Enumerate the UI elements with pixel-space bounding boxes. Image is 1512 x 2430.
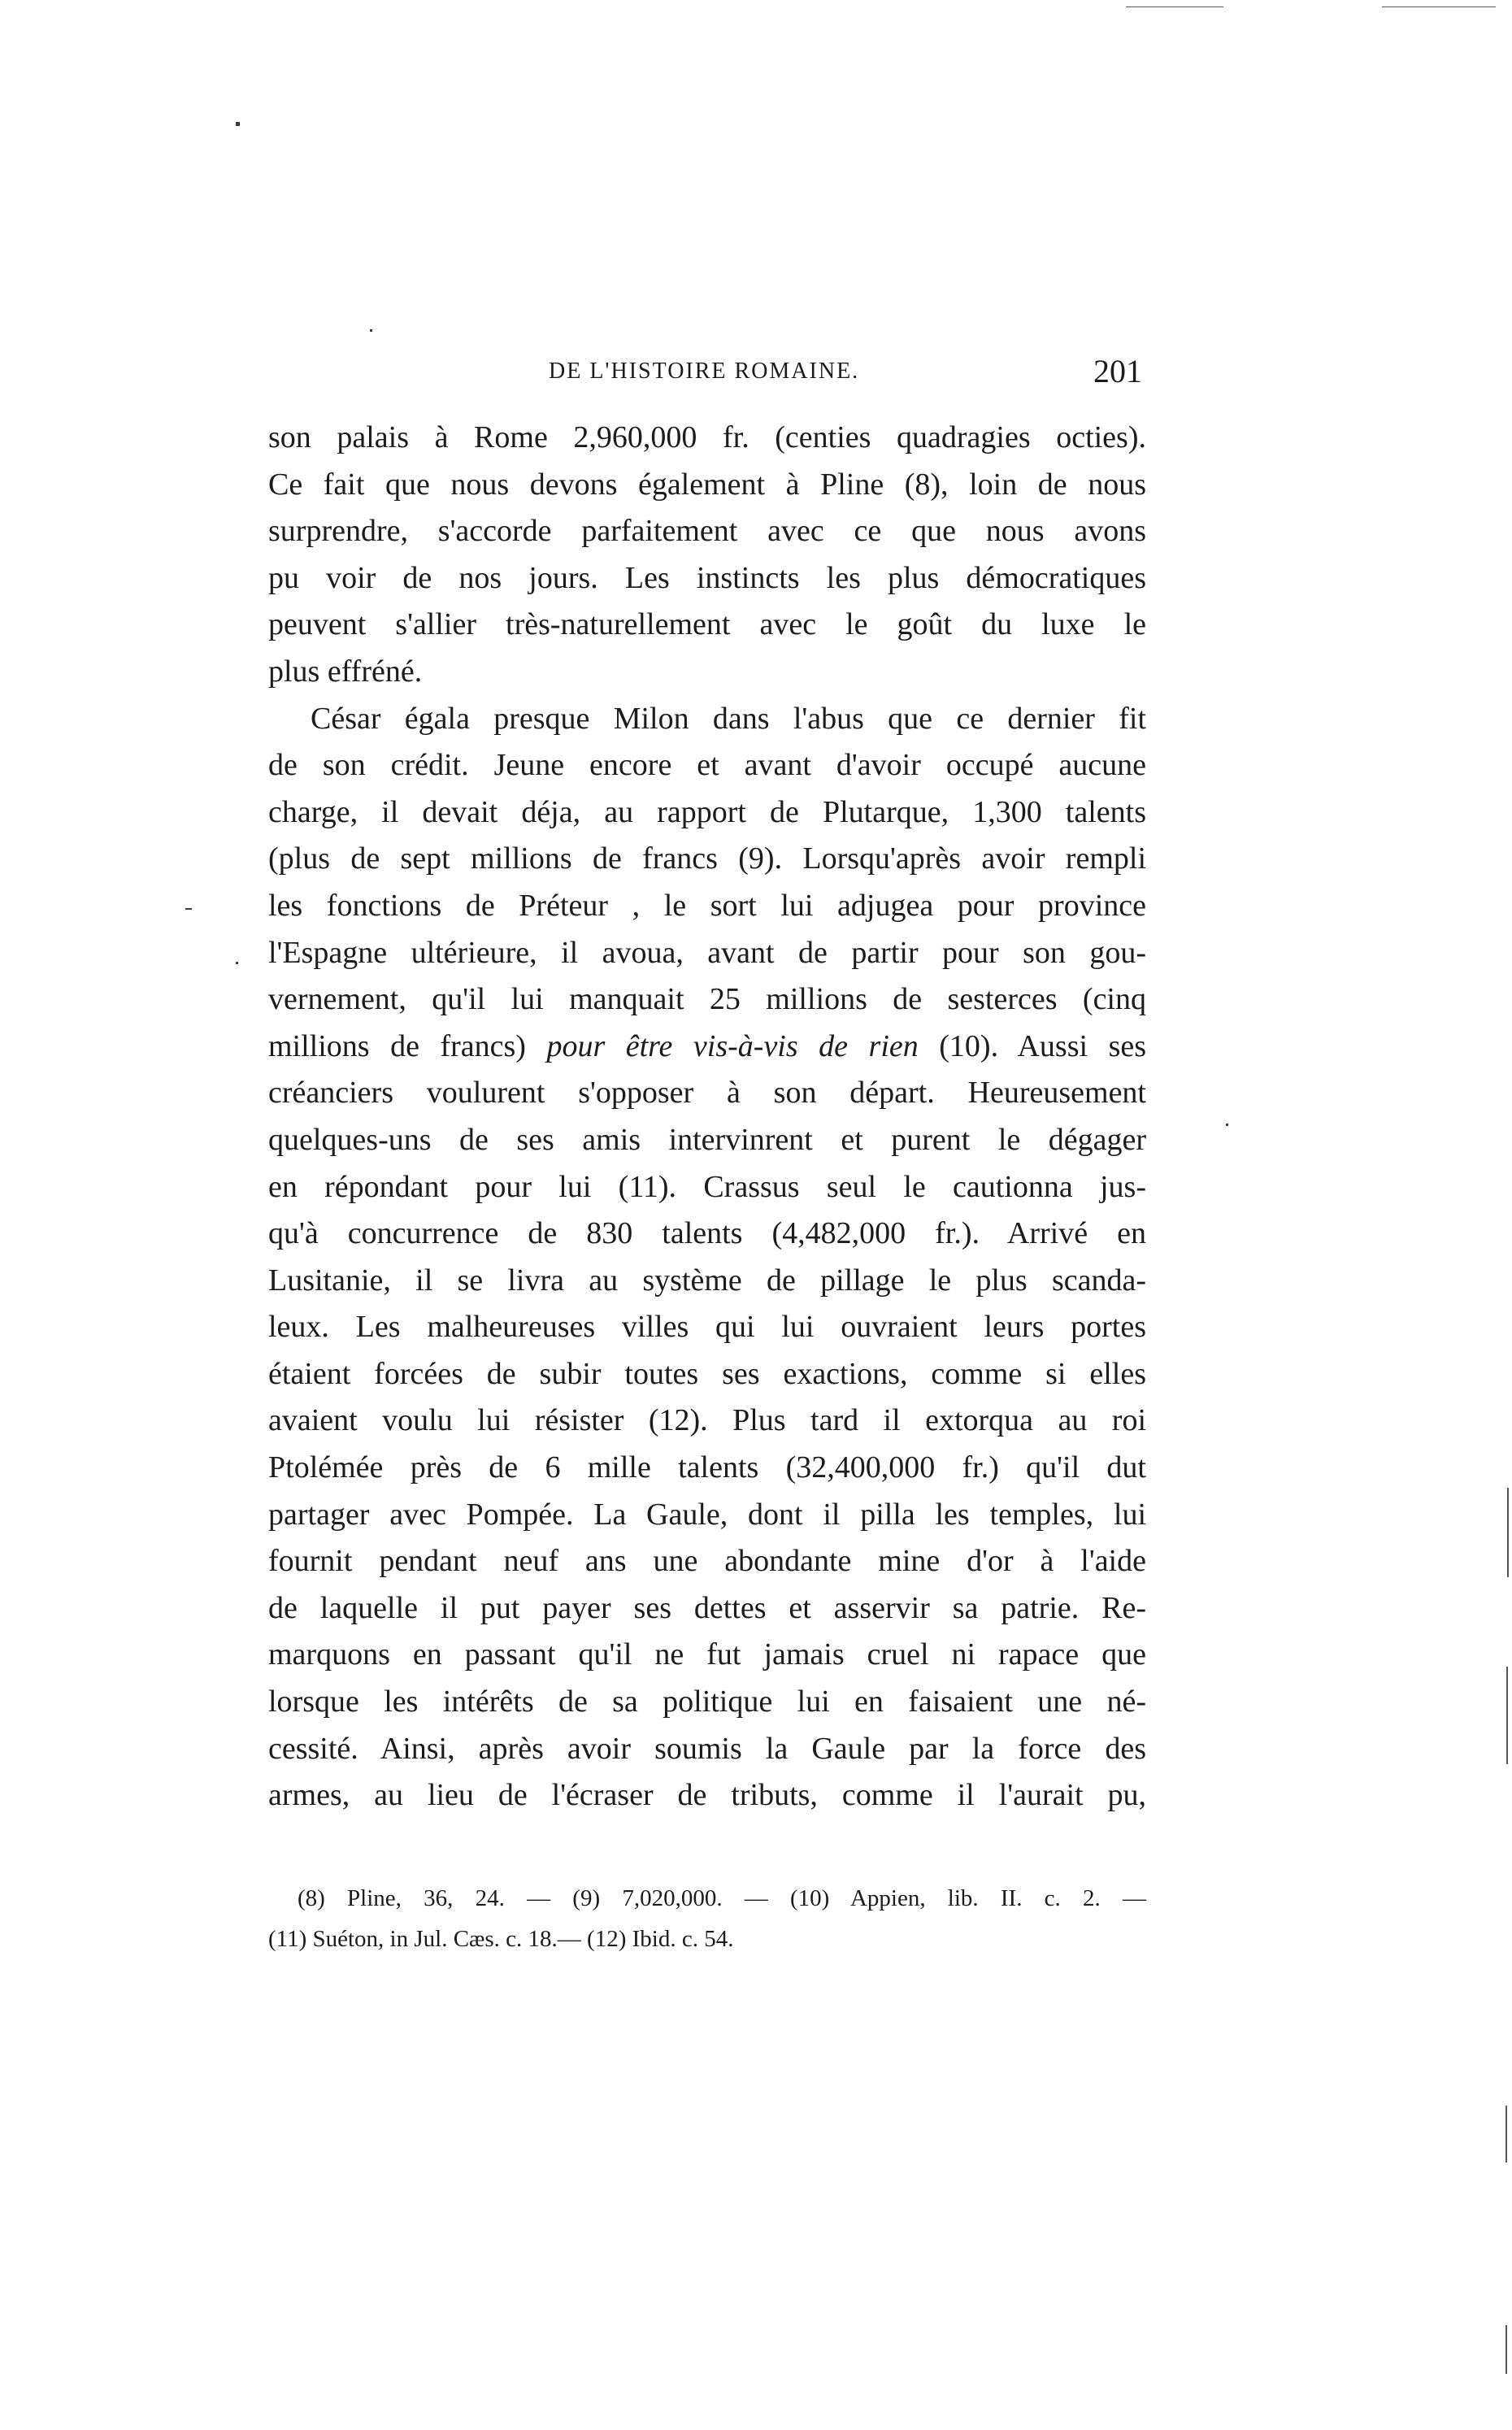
text-line: armes, au lieu de l'écraser de tributs, comme il l'aurait pu, xyxy=(268,1778,1146,1813)
scan-speck xyxy=(1226,1124,1228,1126)
text-line: leux. Les malheureuses villes qui lui ouvraient leurs portes xyxy=(268,1310,1146,1345)
body-text xyxy=(268,415,1146,1819)
italic-phrase: pour être vis-à-vis de rien xyxy=(546,1028,919,1063)
scan-edge-mark xyxy=(1506,1667,1508,1764)
text-line: César égala presque Milon dans l'abus que ce dernier fit xyxy=(311,701,1146,736)
footnotes xyxy=(268,1878,1146,1959)
scan-edge-mark xyxy=(1505,2106,1507,2163)
text-line: lorsque les intérêts de sa politique lui en faisaient une né- xyxy=(268,1684,1146,1719)
text-line-with-italic xyxy=(268,1024,1146,1071)
text-line: de laquelle il put payer ses dettes et asservir sa patrie. Re- xyxy=(268,1590,1146,1625)
text-line: créanciers voulurent s'opposer à son départ. Heureusement xyxy=(268,1076,1146,1111)
text-line: charge, il devait déja, au rapport de Plutarque, 1,300 talents xyxy=(268,794,1146,829)
text-line: les fonctions de Préteur , le sort lui adjugea pour province xyxy=(268,888,1146,923)
text-line: peuvent s'allier très-naturellement avec le goût du luxe le xyxy=(268,607,1146,642)
scan-edge-mark xyxy=(1507,1488,1509,1577)
scan-speck xyxy=(236,122,240,126)
running-title: DE L'HISTOIRE ROMAINE. xyxy=(549,359,860,384)
text-line: qu'à concurrence de 830 talents (4,482,000 fr.). Arrivé en xyxy=(268,1216,1146,1251)
page-number: 201 xyxy=(1093,353,1142,389)
text-segment: (10). Aussi ses xyxy=(939,1028,1147,1063)
text-line: l'Espagne ultérieure, il avoua, avant de partir pour son gou- xyxy=(268,935,1146,970)
text-line: Ce fait que nous devons également à Pline (8), loin de nous xyxy=(268,467,1146,502)
text-line: marquons en passant qu'il ne fut jamais cruel ni rapace que xyxy=(268,1637,1146,1672)
text-line: étaient forcées de subir toutes ses exactions, comme si elles xyxy=(268,1356,1146,1391)
page-header xyxy=(264,352,1142,401)
text-line: en répondant pour lui (11). Crassus seul le cautionna jus- xyxy=(268,1169,1146,1204)
text-segment: millions de francs) xyxy=(268,1028,526,1063)
scan-speck xyxy=(185,908,192,910)
text-line: de son crédit. Jeune encore et avant d'avoir occupé aucune xyxy=(268,748,1146,783)
footnote-line: (8) Pline, 36, 24. — (9) 7,020,000. — (10) Appien, lib. II. c. 2. — xyxy=(298,1885,1146,1911)
scan-speck xyxy=(236,962,238,964)
text-line: avaient voulu lui résister (12). Plus tard il extorqua au roi xyxy=(268,1403,1146,1438)
text-line: plus effréné. xyxy=(268,654,423,689)
text-line: Lusitanie, il se livra au système de pillage le plus scanda- xyxy=(268,1263,1146,1298)
text-line: fournit pendant neuf ans une abondante mine d'or à l'aide xyxy=(268,1544,1146,1579)
footnote-line: (11) Suéton, in Jul. Cæs. c. 18.— (12) Ibid. c. 54. xyxy=(268,1926,734,1952)
scan-speck xyxy=(370,329,372,332)
text-line: quelques-uns de ses amis intervinrent et purent le dégager xyxy=(268,1122,1146,1157)
text-line: son palais à Rome 2,960,000 fr. (centies quadragies octies). xyxy=(268,420,1146,454)
text-line: pu voir de nos jours. Les instincts les plus démocratiques xyxy=(268,560,1146,595)
text-line: vernement, qu'il lui manquait 25 millions de sesterces (cinq xyxy=(268,982,1146,1017)
scan-edge-mark xyxy=(1505,2325,1507,2374)
text-line: cessité. Ainsi, après avoir soumis la Gaule par la force des xyxy=(268,1731,1146,1766)
text-line: surprendre, s'accorde parfaitement avec ce que nous avons xyxy=(268,514,1146,549)
text-line: Ptolémée près de 6 mille talents (32,400,000 fr.) qu'il dut xyxy=(268,1450,1146,1485)
text-line: partager avec Pompée. La Gaule, dont il pilla les temples, lui xyxy=(268,1497,1146,1532)
text-line: (plus de sept millions de francs (9). Lorsqu'après avoir rempli xyxy=(268,841,1146,876)
